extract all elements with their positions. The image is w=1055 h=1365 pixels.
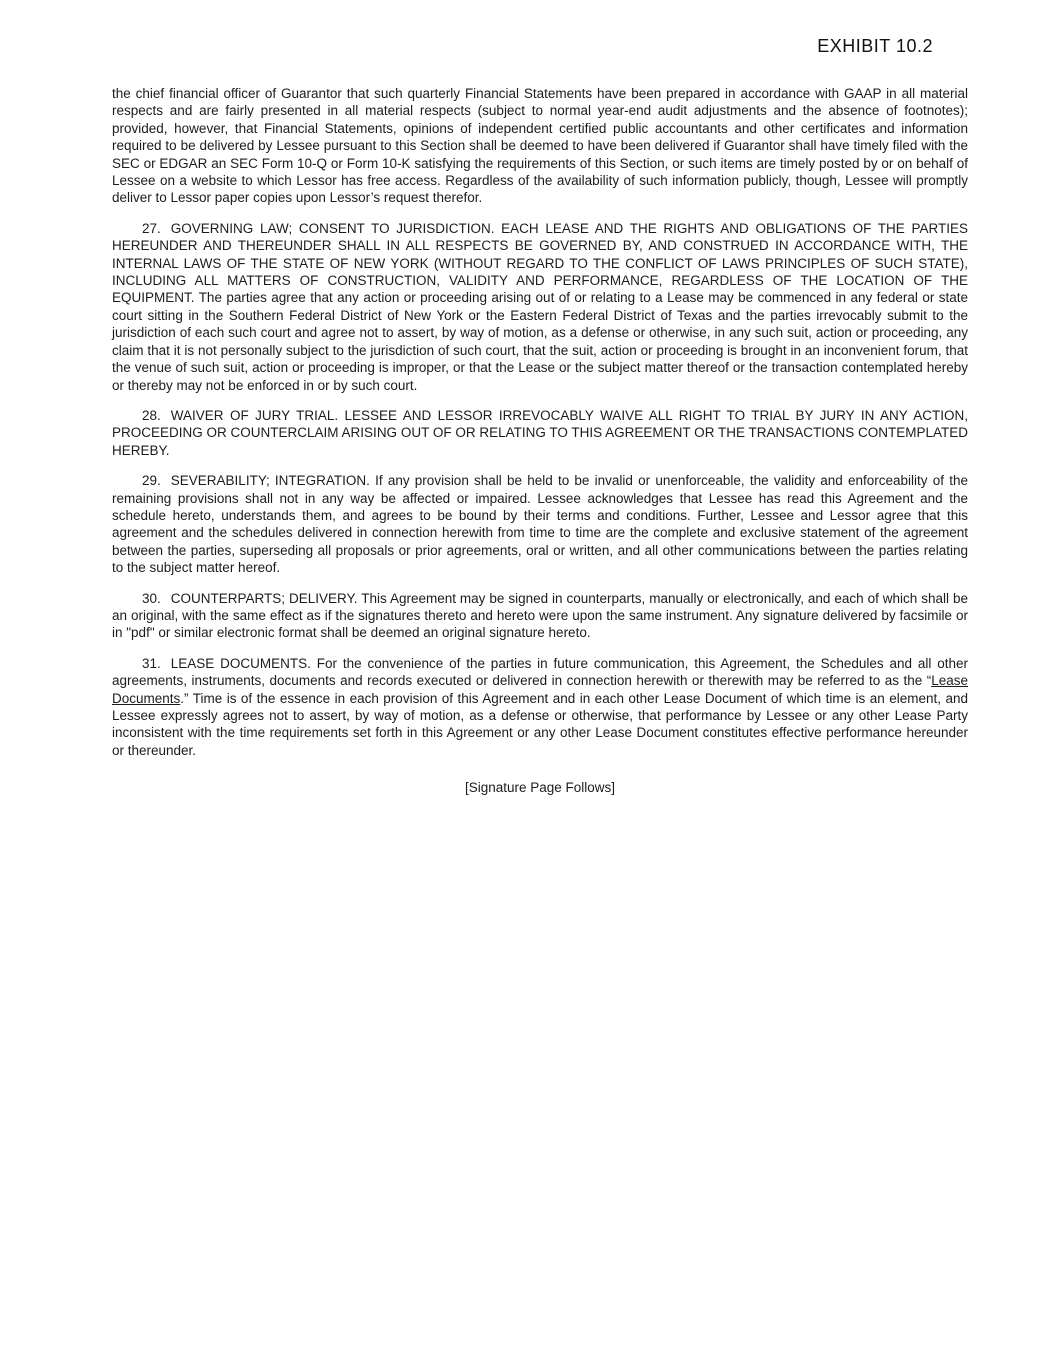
section-28-number: 28.	[142, 407, 161, 423]
exhibit-label: EXHIBIT 10.2	[817, 36, 933, 56]
section-27-caps-text: EACH LEASE AND THE RIGHTS AND OBLIGATIONS OF THE PARTIES HEREUNDER AND THEREUNDER SHALL IN ALL RESPECTS BE GOVERNED BY, AND CONSTRUED IN ACCORDANCE WITH, THE INTERNAL LAWS OF THE STATE OF NEW YORK (WITHOUT REGARD TO THE CONFLICT OF LAWS PRINCIPLES OF SUCH STATE), INCLUDING ALL MATTERS OF CONSTRUCTION, VALIDITY AND PERFORMANCE, REGARDLESS OF THE LOCATION OF THE EQUIPMENT.	[112, 220, 968, 306]
section-28-title: WAIVER OF JURY TRIAL.	[170, 407, 339, 423]
section-28-paragraph	[112, 407, 968, 459]
intro-paragraph: the chief financial officer of Guarantor that such quarterly Financial Statements have been prepared in accordance with GAAP in all material respects and are fairly presented in all material respects (subject to normal year-end audit adjustments and the absence of footnotes); provided, however, that Financial Statements, opinions of independent certified public accountants and other certificates and information required to be delivered by Lessee pursuant to this Section shall be deemed to have been delivered if Guarantor shall have timely filed with the SEC or EDGAR an SEC Form 10-Q or Form 10-K satisfying the requirements of this Section, or such items are timely posted by or on behalf of Lessee on a website to which Lessor has free access. Regardless of the availability of such information publicly, though, Lessee will promptly deliver to Lessor paper copies upon Lessor’s request therefor.	[112, 86, 968, 206]
section-29-paragraph	[112, 472, 968, 576]
document-body	[112, 85, 968, 797]
section-28-caps-text: LESSEE AND LESSOR IRREVOCABLY WAIVE ALL RIGHT TO TRIAL BY JURY IN ANY ACTION, PROCEEDING OR COUNTERCLAIM ARISING OUT OF OR RELATING TO THIS AGREEMENT OR THE TRANSACTIONS CONTEMPLATED HEREBY.	[112, 407, 968, 458]
section-30-paragraph	[112, 590, 968, 642]
section-31-number: 31.	[142, 655, 161, 671]
section-31-text-after: .” Time is of the essence in each provision of this Agreement and in each other Lease Document of which time is an element, and Lessee expressly agrees not to assert, by way of motion, as a defense or otherwise, that performance by Lessee or any other Lease Party inconsistent with the time requirements set forth in this Agreement or any other Lease Document constitutes effective performance hereunder or thereunder.	[112, 690, 968, 758]
section-27-paragraph	[112, 220, 968, 394]
section-31-defined-term: Lease Documents	[112, 673, 968, 706]
section-30-text: This Agreement may be signed in counterparts, manually or electronically, and each of which shall be an original, with the same effect as if the signatures thereto and hereto were upon the same instrument. Any signature delivered by facsimile or in "pdf" or similar electronic format shall be deemed an original signature hereto.	[112, 590, 968, 641]
section-31-paragraph	[112, 655, 968, 759]
section-27-number: 27.	[142, 220, 161, 236]
section-27-title: GOVERNING LAW; CONSENT TO JURISDICTION.	[170, 220, 495, 236]
section-27-text: The parties agree that any action or proceeding arising out of or relating to a Lease may be commenced in any federal or state court sitting in the Southern Federal District of New York or the Eastern Federal District of Texas and the parties irrevocably submit to the jurisdiction of each such court and agree not to assert, by way of motion, as a defense or otherwise, in any such suit, action or proceeding, any claim that it is not personally subject to the jurisdiction of such court, that the suit, action or proceeding is brought in an inconvenient forum, that the venue of such suit, action or proceeding is improper, or that the Lease or the subject matter thereof or the transaction contemplated hereby or thereby may not be enforced in or by such court.	[112, 290, 968, 393]
section-31-title: LEASE DOCUMENTS.	[170, 655, 311, 671]
section-29-title: SEVERABILITY; INTEGRATION.	[170, 473, 370, 489]
signature-page-note: [Signature Page Follows]	[464, 780, 616, 796]
section-29-number: 29.	[142, 473, 161, 489]
section-29-text: If any provision shall be held to be invalid or unenforceable, the validity and enforceability of the remaining provisions shall not in any way be affected or impaired. Lessee acknowledges that Lessee has read this Agreement and the schedule hereto, understands them, and agrees to be bound by their terms and conditions. Further, Lessee and Lessor agree that this agreement and the schedules delivered in connection herewith from time to time are the complete and exclusive statement of the agreement between the parties, superseding all proposals or prior agreements, oral or written, and all other communications between the parties relating to the subject matter hereof.	[112, 473, 968, 576]
section-31-text-before: For the convenience of the parties in future communication, this Agreement, the Schedules and all other agreements, instruments, documents and records executed or delivered in connection herewith or therewith may be referred to as the “	[112, 655, 968, 689]
section-30-title: COUNTERPARTS; DELIVERY.	[170, 590, 358, 606]
section-30-number: 30.	[142, 590, 161, 606]
